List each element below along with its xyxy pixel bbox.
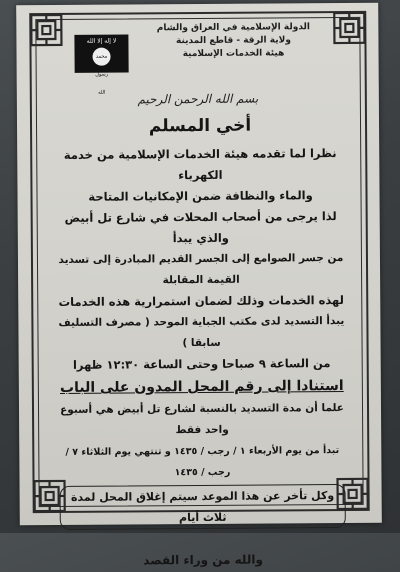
header-line-1: الدولة الإسلامية في العراق والشام: [156, 22, 311, 34]
black-flag-logo: [74, 34, 128, 96]
notice-title: أخي المسلم: [148, 115, 252, 137]
corner-ornament-icon: [29, 13, 63, 47]
paragraph-9: علما أن مدة التسديد بالنسبة لشارع تل أبيض هي أسبوع واحد فقط: [60, 401, 344, 437]
bismillah: بسم الله الرحمن الرحيم: [137, 91, 259, 107]
closing-line: والله من وراء القصد: [143, 552, 263, 568]
paragraph-10: تبدأ من يوم الأربعاء ١ / رجب / ١٤٣٥ و تنتهي يوم الثلاثاء ٧ / رجب / ١٤٣٥: [65, 445, 340, 479]
flag-text: لا إله إلا الله: [86, 37, 117, 45]
paragraph-3: لذا يرجى من أصحاب المحلات في شارع تل أبيض والذي يبدأ: [64, 209, 337, 246]
paragraph-7: من الساعة ٩ صباحا وحتى الساعة ١٢:٣٠ ظهرا: [72, 356, 331, 372]
notice-body: [57, 113, 346, 572]
paragraph-11-boxed: وكل تأخر عن هذا الموعد سيتم إغلاق المحل لمدة ثلاث أيام: [60, 484, 346, 530]
header-line-3: هيئة الخدمات الإسلامية: [182, 48, 285, 60]
paragraph-4: من جسر الصوامع إلى الجسر القديم المبادرة إلى تسديد القيمة المقابلة: [58, 251, 344, 287]
paragraph-6: يبدأ التسديد لدى مكتب الجباية الموحد ( مصرف التسليف سابقا ): [58, 314, 345, 350]
issuer-header: [128, 21, 338, 61]
header-line-2: ولاية الرقة - قاطع المدينة: [175, 35, 291, 47]
flag-seal: محمد رسول الله: [92, 48, 110, 66]
paragraph-1: نظرا لما تقدمه هيئة الخدمات الإسلامية من خدمة الكهرباء: [63, 146, 337, 183]
paragraph-5: لهذه الخدمات وذلك لضمان استمرارية هذه الخدمات: [58, 292, 344, 309]
notice-sheet: [16, 3, 382, 568]
paragraph-8-emphasis: استنادا إلى رقم المحل المدون على الباب: [59, 377, 344, 396]
paragraph-2: والماء والنظافة ضمن الإمكانيات المتاحة: [88, 188, 313, 204]
